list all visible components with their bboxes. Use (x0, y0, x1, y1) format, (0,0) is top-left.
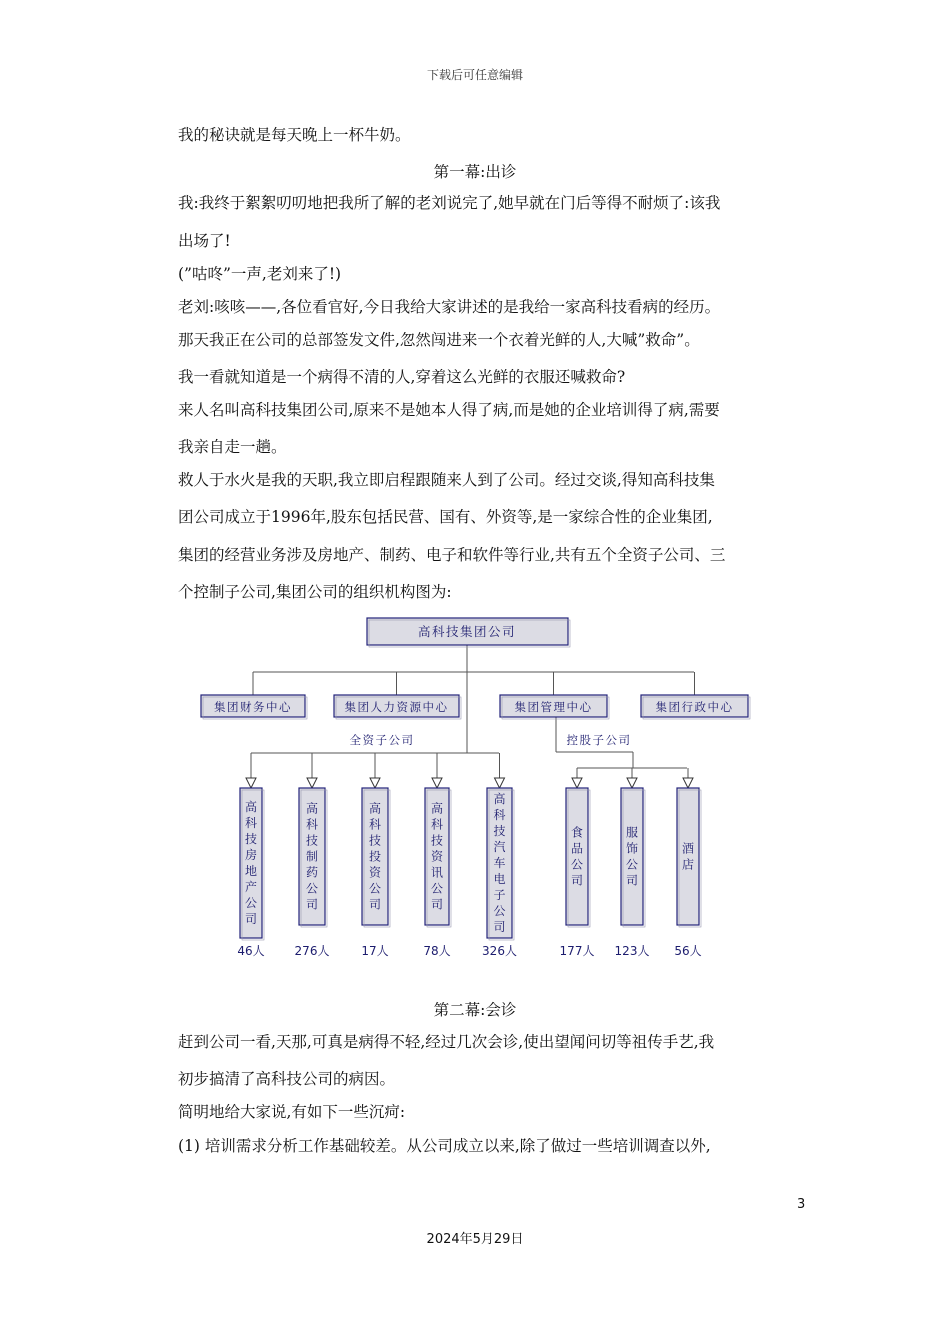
subsidiary-label-char: 食 (570, 825, 584, 840)
subsidiary-label-char: 司 (570, 873, 584, 888)
staff-count: 123人 (614, 944, 650, 958)
subsidiary-label-char: 产 (244, 880, 258, 894)
subsidiary-label-char: 车 (493, 856, 506, 870)
subsidiary-label-char: 投 (368, 849, 382, 864)
subsidiary-label-char: 汽 (493, 840, 506, 854)
paragraph-line: 团公司成立于1996年,股东包括民营、国有、外资等,是一家综合性的企业集团, (178, 508, 713, 526)
subsidiary-box (621, 788, 643, 925)
subsidiary-label-char: 资 (430, 849, 444, 864)
subsidiary-label-char: 讯 (430, 865, 444, 880)
paragraph-line: 我:我终于絮絮叨叨地把我所了解的老刘说完了,她早就在门后等得不耐烦了:该我 (178, 194, 721, 212)
subsidiary-label-char: 公 (244, 896, 258, 910)
subsidiary-label-char: 技 (368, 833, 382, 848)
center-label: 集团财务中心 (214, 700, 292, 714)
page-footer: 2024年5月29日 (426, 1232, 524, 1247)
paragraph-line: 我亲自走一趟。 (178, 438, 287, 456)
subsidiary-label-char: 科 (493, 808, 506, 822)
subsidiary-label-char: 高 (368, 801, 382, 816)
subsidiary-label-char: 司 (493, 920, 506, 934)
subsidiary-label-char: 子 (493, 888, 506, 902)
paragraph-line: 简明地给大家说,有如下一些沉疴: (178, 1103, 406, 1121)
subsidiary-label-char: 公 (493, 904, 506, 918)
subsidiary-label-char: 店 (681, 857, 695, 872)
paragraph-line: 老刘:咳咳——,各位看官好,今日我给大家讲述的是我给一家高科技看病的经历。 (178, 298, 721, 316)
paragraph-line: (”咕咚”一声,老刘来了!) (178, 265, 342, 283)
staff-count: 56人 (674, 944, 702, 958)
subsidiary-label-char: 酒 (681, 841, 695, 856)
subsidiary-label-char: 高 (430, 801, 444, 816)
subsidiary-label-char: 司 (368, 897, 382, 912)
subsidiary-label-char: 司 (430, 897, 444, 912)
paragraph-line: 个控制子公司,集团公司的组织机构图为: (178, 583, 452, 601)
subsidiary-label-char: 科 (305, 817, 319, 832)
page-header: 下载后可任意编辑 (426, 68, 523, 82)
subsidiary-label-char: 司 (305, 897, 319, 912)
section-title: 第一幕:出诊 (433, 163, 517, 181)
subsidiary-label-char: 科 (244, 816, 258, 830)
subsidiary-label-char: 公 (305, 881, 319, 896)
center-label: 集团管理中心 (514, 700, 593, 714)
center-label: 集团行政中心 (655, 700, 734, 714)
subsidiary-label-char: 饰 (625, 841, 639, 856)
paragraph-line: 集团的经营业务涉及房地产、制药、电子和软件等行业,共有五个全资子公司、三 (178, 546, 726, 564)
staff-count: 17人 (361, 944, 389, 958)
paragraph-line: (1) 培训需求分析工作基础较差。从公司成立以来,除了做过一些培训调查以外, (178, 1137, 711, 1155)
root-label: 高科技集团公司 (417, 624, 517, 639)
staff-count: 326人 (482, 944, 517, 958)
subsidiary-label-char: 高 (493, 792, 506, 806)
chart-boxes (201, 618, 750, 958)
paragraph-line: 救人于水火是我的天职,我立即启程跟随来人到了公司。经过交谈,得知高科技集 (178, 471, 715, 489)
staff-count: 46人 (237, 944, 265, 958)
staff-count: 177人 (559, 944, 595, 958)
subsidiary-label-char: 技 (493, 824, 506, 838)
paragraph-line: 我一看就知道是一个病得不清的人,穿着这么光鲜的衣服还喊救命? (178, 368, 626, 386)
paragraph-line: 初步搞清了高科技公司的病因。 (178, 1070, 396, 1088)
subsidiary-label-char: 药 (305, 865, 319, 880)
subsidiary-label-char: 技 (305, 833, 319, 848)
subsidiary-box (566, 788, 588, 925)
subsidiary-label-char: 技 (430, 833, 444, 848)
subsidiary-label-char: 地 (244, 864, 258, 878)
subsidiary-box (677, 788, 699, 925)
subsidiary-label-char: 服 (625, 825, 639, 840)
paragraph-line: 出场了! (178, 232, 231, 250)
group-label-holding: 控股子公司 (566, 733, 632, 747)
subsidiary-label-char: 公 (368, 881, 382, 896)
subsidiary-label-char: 司 (244, 912, 258, 926)
center-label: 集团人力资源中心 (344, 700, 449, 714)
subsidiary-label-char: 高 (305, 801, 319, 816)
subsidiary-label-char: 资 (368, 865, 382, 880)
paragraph-line: 我的秘诀就是每天晚上一杯牛奶。 (178, 126, 411, 144)
subsidiary-label-char: 制 (305, 849, 319, 864)
subsidiary-label-char: 电 (493, 872, 506, 886)
paragraph-line: 赶到公司一看,天那,可真是病得不轻,经过几次会诊,使出望闻问切等祖传手艺,我 (178, 1033, 715, 1051)
group-label-wholly-owned: 全资子公司 (349, 733, 415, 747)
paragraph-line: 那天我正在公司的总部签发文件,忽然闯进来一个衣着光鲜的人,大喊”救命”。 (178, 331, 700, 349)
subsidiary-label-char: 品 (570, 841, 584, 856)
paragraph-line: 来人名叫高科技集团公司,原来不是她本人得了病,而是她的企业培训得了病,需要 (178, 401, 720, 419)
subsidiary-label-char: 科 (368, 817, 382, 832)
subsidiary-label-char: 高 (244, 800, 258, 814)
subsidiary-label-char: 司 (625, 873, 639, 888)
chart-connectors (251, 645, 695, 787)
section-title: 第二幕:会诊 (433, 1001, 517, 1019)
subsidiary-label-char: 公 (625, 857, 639, 872)
page-number: 3 (797, 1197, 806, 1212)
subsidiary-label-char: 科 (430, 817, 444, 832)
staff-count: 276人 (294, 944, 330, 958)
subsidiary-label-char: 公 (430, 881, 444, 896)
staff-count: 78人 (423, 944, 451, 958)
subsidiary-label-char: 公 (570, 857, 584, 872)
subsidiary-label-char: 房 (244, 848, 258, 862)
subsidiary-label-char: 技 (244, 832, 258, 846)
